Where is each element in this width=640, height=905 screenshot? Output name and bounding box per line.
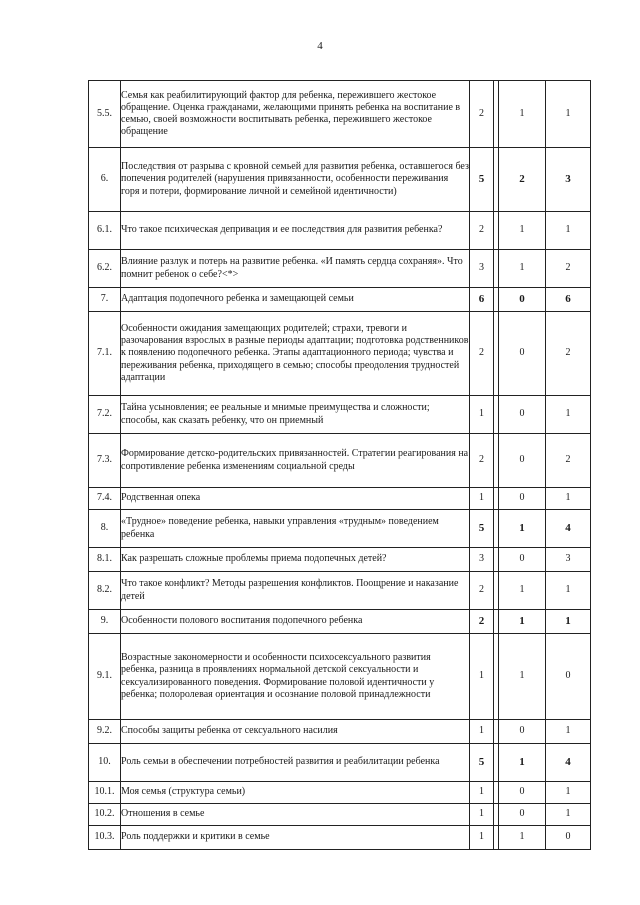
row-title: Способы защиты ребенка от сексуального насилия [121, 720, 470, 744]
row-total-hours: 2 [470, 610, 494, 634]
row-practice-hours: 1 [546, 488, 591, 510]
row-practice-hours: 1 [546, 720, 591, 744]
row-total-hours: 2 [470, 81, 494, 148]
row-title: Родственная опека [121, 488, 470, 510]
table-row [89, 720, 591, 744]
row-total-hours: 2 [470, 572, 494, 610]
table-row [89, 81, 591, 148]
row-theory-hours: 0 [499, 488, 546, 510]
row-practice-hours: 1 [546, 610, 591, 634]
table-row [89, 826, 591, 850]
table-row [89, 488, 591, 510]
row-total-hours: 2 [470, 312, 494, 396]
row-number: 10. [89, 744, 121, 782]
row-practice-hours: 0 [546, 826, 591, 850]
row-theory-hours: 2 [499, 148, 546, 212]
row-title: Особенности ожидания замещающих родителей; страхи, тревоги и разочарования взрослых в разные периоды адаптации; подготовка родственников к появлению подопечного ребенка. Этапы адаптационного периода; чувства и переживания ребенка, приходящего в семью; способы преодоления трудностей адаптации [121, 312, 470, 396]
row-number: 7.3. [89, 434, 121, 488]
row-theory-hours: 1 [499, 81, 546, 148]
row-practice-hours: 4 [546, 510, 591, 548]
row-theory-hours: 1 [499, 212, 546, 250]
row-number: 7.4. [89, 488, 121, 510]
table-row [89, 634, 591, 720]
row-theory-hours: 0 [499, 312, 546, 396]
row-theory-hours: 0 [499, 804, 546, 826]
row-number: 10.2. [89, 804, 121, 826]
row-theory-hours: 1 [499, 744, 546, 782]
row-total-hours: 2 [470, 434, 494, 488]
row-number: 5.5. [89, 81, 121, 148]
row-title: Роль семьи в обеспечении потребностей развития и реабилитации ребенка [121, 744, 470, 782]
table-row-section [89, 610, 591, 634]
row-title: Адаптация подопечного ребенка и замещающей семьи [121, 288, 470, 312]
row-number: 9.2. [89, 720, 121, 744]
table-row [89, 434, 591, 488]
row-title: Формирование детско-родительских привязанностей. Стратегии реагирования на сопротивление ребенка изменениям социальной среды [121, 434, 470, 488]
row-title: Отношения в семье [121, 804, 470, 826]
row-practice-hours: 1 [546, 212, 591, 250]
row-total-hours: 1 [470, 634, 494, 720]
row-practice-hours: 1 [546, 782, 591, 804]
row-title: Тайна усыновления; ее реальные и мнимые преимущества и сложности; способы, как сказать ребенку, что он приемный [121, 396, 470, 434]
table-row [89, 212, 591, 250]
row-practice-hours: 3 [546, 548, 591, 572]
row-theory-hours: 1 [499, 250, 546, 288]
row-total-hours: 1 [470, 826, 494, 850]
row-title: Возрастные закономерности и особенности психосексуального развития ребенка, разница в проявлениях нормальной детской сексуальности и сексуализированного поведения. Формирование половой идентичности у ребенка; полоролевая ориентация и осознание половой принадлежности [121, 634, 470, 720]
row-total-hours: 3 [470, 548, 494, 572]
row-number: 10.3. [89, 826, 121, 850]
row-number: 6.1. [89, 212, 121, 250]
table-row [89, 250, 591, 288]
table-row [89, 396, 591, 434]
row-practice-hours: 2 [546, 312, 591, 396]
table-row [89, 782, 591, 804]
row-theory-hours: 1 [499, 610, 546, 634]
row-total-hours: 1 [470, 804, 494, 826]
row-total-hours: 6 [470, 288, 494, 312]
row-number: 9.1. [89, 634, 121, 720]
row-number: 6. [89, 148, 121, 212]
row-practice-hours: 1 [546, 396, 591, 434]
row-theory-hours: 1 [499, 826, 546, 850]
row-theory-hours: 0 [499, 396, 546, 434]
row-practice-hours: 3 [546, 148, 591, 212]
table-row-section [89, 148, 591, 212]
row-number: 7.1. [89, 312, 121, 396]
row-total-hours: 3 [470, 250, 494, 288]
row-number: 8.2. [89, 572, 121, 610]
row-total-hours: 1 [470, 782, 494, 804]
row-practice-hours: 2 [546, 434, 591, 488]
row-number: 10.1. [89, 782, 121, 804]
row-total-hours: 1 [470, 720, 494, 744]
row-title: Особенности полового воспитания подопечного ребенка [121, 610, 470, 634]
row-number: 8. [89, 510, 121, 548]
row-theory-hours: 1 [499, 510, 546, 548]
row-theory-hours: 0 [499, 720, 546, 744]
row-theory-hours: 0 [499, 434, 546, 488]
row-practice-hours: 1 [546, 572, 591, 610]
row-title: Роль поддержки и критики в семье [121, 826, 470, 850]
row-theory-hours: 1 [499, 572, 546, 610]
row-number: 8.1. [89, 548, 121, 572]
row-title: «Трудное» поведение ребенка, навыки управления «трудным» поведением ребенка [121, 510, 470, 548]
table-row [89, 548, 591, 572]
row-practice-hours: 6 [546, 288, 591, 312]
row-practice-hours: 4 [546, 744, 591, 782]
row-title: Что такое конфликт? Методы разрешения конфликтов. Поощрение и наказание детей [121, 572, 470, 610]
row-total-hours: 5 [470, 510, 494, 548]
row-total-hours: 2 [470, 212, 494, 250]
row-theory-hours: 0 [499, 288, 546, 312]
table-row-section [89, 744, 591, 782]
table-row [89, 312, 591, 396]
table-row-section [89, 510, 591, 548]
row-theory-hours: 0 [499, 782, 546, 804]
row-title: Моя семья (структура семьи) [121, 782, 470, 804]
row-theory-hours: 0 [499, 548, 546, 572]
row-number: 6.2. [89, 250, 121, 288]
row-title: Влияние разлук и потерь на развитие ребенка. «И память сердца сохраняя». Что помнит ребенок о себе?<*> [121, 250, 470, 288]
row-title: Последствия от разрыва с кровной семьей для развития ребенка, оставшегося без попечения родителей (нарушения привязанности, особенности переживания горя и потери, формирование личной и семейной идентичности) [121, 148, 470, 212]
row-title: Что такое психическая депривация и ее последствия для развития ребенка? [121, 212, 470, 250]
row-total-hours: 5 [470, 744, 494, 782]
row-theory-hours: 1 [499, 634, 546, 720]
row-title: Как разрешать сложные проблемы приема подопечных детей? [121, 548, 470, 572]
row-practice-hours: 2 [546, 250, 591, 288]
row-total-hours: 5 [470, 148, 494, 212]
row-title: Семья как реабилитирующий фактор для ребенка, пережившего жестокое обращение. Оценка гражданами, желающими принять ребенка на воспитание в семью, своей возможности воспитывать ребенка, пережившего жестокое обращение [121, 81, 470, 148]
row-number: 7.2. [89, 396, 121, 434]
row-practice-hours: 0 [546, 634, 591, 720]
table-row-section [89, 288, 591, 312]
row-practice-hours: 1 [546, 81, 591, 148]
page-number: 4 [317, 40, 323, 52]
row-number: 7. [89, 288, 121, 312]
table-row [89, 804, 591, 826]
row-number: 9. [89, 610, 121, 634]
table-row [89, 572, 591, 610]
curriculum-table [88, 80, 591, 850]
row-total-hours: 1 [470, 396, 494, 434]
row-total-hours: 1 [470, 488, 494, 510]
row-practice-hours: 1 [546, 804, 591, 826]
